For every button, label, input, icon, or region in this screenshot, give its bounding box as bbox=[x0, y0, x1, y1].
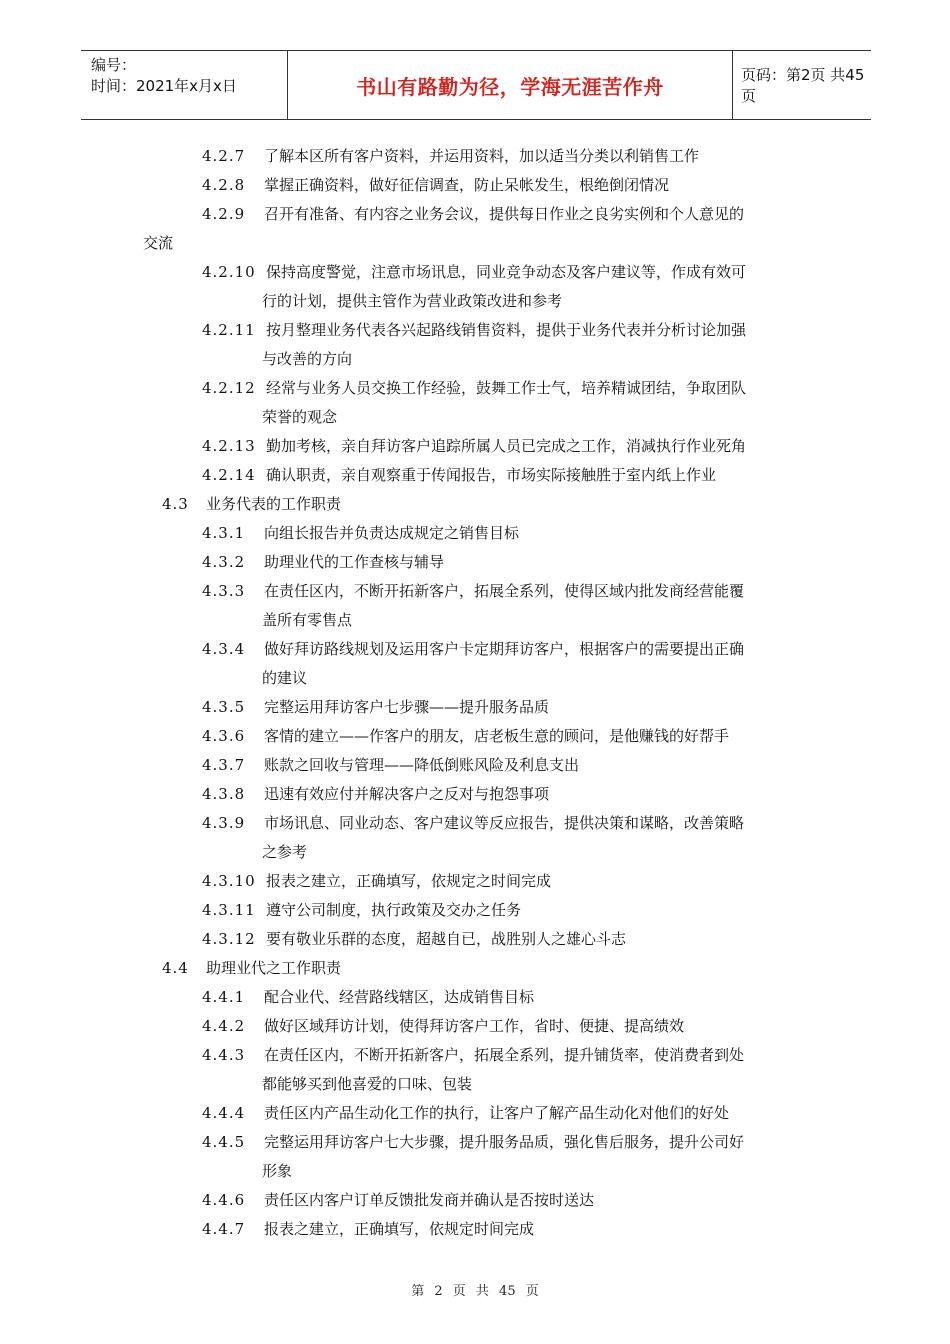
clause-text: 与改善的方向 bbox=[262, 350, 353, 368]
clause-number: 4.3 bbox=[162, 495, 189, 513]
clause-text: 做好区域拜访计划，使得拜访客户工作，省时、便捷、提高绩效 bbox=[264, 1017, 685, 1035]
clause-line bbox=[202, 809, 744, 837]
clause-text: 荣誉的观念 bbox=[262, 408, 338, 426]
clause-continuation bbox=[262, 606, 352, 634]
clause-number: 4.4.2 bbox=[202, 1017, 246, 1035]
clause-line bbox=[202, 316, 746, 344]
clause-number: 4.3.10 bbox=[202, 872, 256, 890]
clause-number: 4.4.1 bbox=[202, 988, 246, 1006]
clause-number: 4.4 bbox=[162, 959, 189, 977]
clause-text: 经常与业务人员交换工作经验，鼓舞工作士气，培养精诚团结，争取团队 bbox=[266, 379, 747, 397]
clause-line bbox=[202, 258, 746, 286]
clause-continuation bbox=[262, 838, 307, 866]
clause-number: 4.4.6 bbox=[202, 1191, 246, 1209]
clause-line bbox=[202, 142, 699, 170]
clause-continuation bbox=[262, 287, 562, 315]
clause-number: 4.3.11 bbox=[202, 901, 256, 919]
time-label: 时间：2021年x月x日 bbox=[91, 77, 237, 95]
clause-text: 都能够买到他喜爱的口味、包装 bbox=[262, 1075, 473, 1093]
clause-line bbox=[202, 519, 519, 547]
clause-continuation bbox=[262, 1070, 472, 1098]
clause-number: 4.2.8 bbox=[202, 176, 246, 194]
clause-text: 迅速有效应付并解决客户之反对与抱怨事项 bbox=[264, 785, 550, 803]
clause-line bbox=[202, 780, 549, 808]
clause-text: 客情的建立——作客户的朋友，店老板生意的顾问，是他赚钱的好帮手 bbox=[264, 727, 730, 745]
clause-line bbox=[202, 896, 521, 924]
clause-text: 完整运用拜访客户七步骤——提升服务品质 bbox=[264, 698, 550, 716]
clause-number: 4.3.1 bbox=[202, 524, 246, 542]
clause-line bbox=[202, 374, 746, 402]
clause-line bbox=[202, 1186, 594, 1214]
clause-number: 4.4.3 bbox=[202, 1046, 246, 1064]
clause-line bbox=[202, 1041, 744, 1069]
clause-line bbox=[202, 548, 444, 576]
clause-text: 业务代表的工作职责 bbox=[206, 495, 342, 513]
clause-line bbox=[202, 635, 744, 663]
clause-text: 召开有准备、有内容之业务会议，提供每日作业之良劣实例和个人意见的 bbox=[264, 205, 745, 223]
clause-text: 交流 bbox=[143, 234, 174, 252]
clause-line bbox=[202, 432, 746, 460]
clause-text: 责任区内产品生动化工作的执行，让客户了解产品生动化对他们的好处 bbox=[264, 1104, 730, 1122]
clause-line bbox=[202, 171, 669, 199]
clause-text: 盖所有零售点 bbox=[262, 611, 353, 629]
clause-line bbox=[162, 490, 341, 518]
clause-text: 勤加考核，亲自拜访客户追踪所属人员已完成之工作，消减执行作业死角 bbox=[266, 437, 747, 455]
clause-number: 4.3.2 bbox=[202, 553, 246, 571]
clause-number: 4.2.14 bbox=[202, 466, 256, 484]
clause-text: 报表之建立，正确填写，依规定时间完成 bbox=[264, 1220, 535, 1238]
clause-number: 4.2.7 bbox=[202, 147, 246, 165]
clause-number: 4.3.6 bbox=[202, 727, 246, 745]
clause-continuation bbox=[262, 345, 352, 373]
clause-text: 在责任区内，不断开拓新客户，拓展全系列，提升铺货率，使消费者到处 bbox=[264, 1046, 745, 1064]
clause-continuation bbox=[262, 664, 307, 692]
clause-text: 形象 bbox=[262, 1162, 293, 1180]
clause-number: 4.3.9 bbox=[202, 814, 246, 832]
clause-text: 报表之建立，正确填写，依规定之时间完成 bbox=[266, 872, 552, 890]
clause-number: 4.3.8 bbox=[202, 785, 246, 803]
clause-line bbox=[202, 461, 716, 489]
clause-number: 4.4.4 bbox=[202, 1104, 246, 1122]
clause-number: 4.2.11 bbox=[202, 321, 256, 339]
clause-continuation bbox=[262, 403, 337, 431]
clause-text: 遵守公司制度，执行政策及交办之任务 bbox=[266, 901, 522, 919]
clause-text: 确认职责，亲自观察重于传闻报告，市场实际接触胜于室内纸上作业 bbox=[266, 466, 717, 484]
clause-line bbox=[202, 1012, 684, 1040]
clause-line bbox=[202, 867, 551, 895]
clause-line bbox=[202, 925, 626, 953]
clause-text: 之参考 bbox=[262, 843, 308, 861]
clause-line bbox=[202, 751, 579, 779]
clause-text: 配合业代、经营路线辖区，达成销售目标 bbox=[264, 988, 535, 1006]
clause-line bbox=[202, 722, 729, 750]
clause-text: 做好拜访路线规划及运用客户卡定期拜访客户，根据客户的需要提出正确 bbox=[264, 640, 745, 658]
clause-continuation bbox=[143, 229, 173, 257]
header-page-info: 页码：第2页 共45页 bbox=[741, 66, 865, 105]
clause-text: 的建议 bbox=[262, 669, 308, 687]
clause-text: 向组长报告并负责达成规定之销售目标 bbox=[264, 524, 520, 542]
clause-text: 按月整理业务代表各兴起路线销售资料，提供于业务代表并分析讨论加强 bbox=[266, 321, 747, 339]
clause-text: 要有敬业乐群的态度，超越自已，战胜别人之雄心斗志 bbox=[266, 930, 627, 948]
clause-text: 责任区内客户订单反馈批发商并确认是否按时送达 bbox=[264, 1191, 595, 1209]
clause-number: 4.3.7 bbox=[202, 756, 246, 774]
clause-text: 在责任区内，不断开拓新客户，拓展全系列，使得区域内批发商经营能覆 bbox=[264, 582, 745, 600]
clause-text: 行的计划，提供主管作为营业政策改进和参考 bbox=[262, 292, 563, 310]
clause-line bbox=[202, 983, 534, 1011]
clause-number: 4.2.12 bbox=[202, 379, 256, 397]
page-footer: 第 2 页 共 45 页 bbox=[411, 1284, 539, 1299]
clause-number: 4.2.10 bbox=[202, 263, 256, 281]
clause-text: 助理业代的工作查核与辅导 bbox=[264, 553, 445, 571]
clause-continuation bbox=[262, 1157, 292, 1185]
clause-number: 4.4.7 bbox=[202, 1220, 246, 1238]
clause-number: 4.2.13 bbox=[202, 437, 256, 455]
clause-text: 市场讯息、同业动态、客户建议等反应报告，提供决策和谋略，改善策略 bbox=[264, 814, 745, 832]
page-header bbox=[81, 50, 871, 120]
clause-text: 保持高度警觉，注意市场讯息，同业竞争动态及客户建议等，作成有效可 bbox=[266, 263, 747, 281]
clause-line bbox=[202, 693, 549, 721]
clause-text: 掌握正确资料，做好征信调查，防止呆帐发生，根绝倒闭情况 bbox=[264, 176, 670, 194]
clause-number: 4.3.3 bbox=[202, 582, 246, 600]
clause-number: 4.3.5 bbox=[202, 698, 246, 716]
clause-text: 账款之回收与管理——降低倒账风险及利息支出 bbox=[264, 756, 580, 774]
clause-line bbox=[202, 1099, 729, 1127]
serial-label: 编号： bbox=[91, 56, 137, 74]
header-meta bbox=[91, 55, 237, 97]
clause-number: 4.2.9 bbox=[202, 205, 246, 223]
clause-line bbox=[202, 577, 744, 605]
clause-line bbox=[202, 200, 744, 228]
clause-number: 4.3.12 bbox=[202, 930, 256, 948]
clause-line bbox=[202, 1128, 744, 1156]
clause-number: 4.4.5 bbox=[202, 1133, 246, 1151]
header-motto-cell bbox=[287, 51, 733, 119]
clause-text: 助理业代之工作职责 bbox=[206, 959, 342, 977]
clause-number: 4.3.4 bbox=[202, 640, 246, 658]
clause-text: 了解本区所有客户资料，并运用资料，加以适当分类以利销售工作 bbox=[264, 147, 700, 165]
clause-line bbox=[162, 954, 341, 982]
clause-line bbox=[202, 1215, 534, 1243]
header-motto: 书山有路勤为径，学海无涯苦作舟 bbox=[356, 74, 664, 99]
clause-text: 完整运用拜访客户七大步骤，提升服务品质，强化售后服务，提升公司好 bbox=[264, 1133, 745, 1151]
